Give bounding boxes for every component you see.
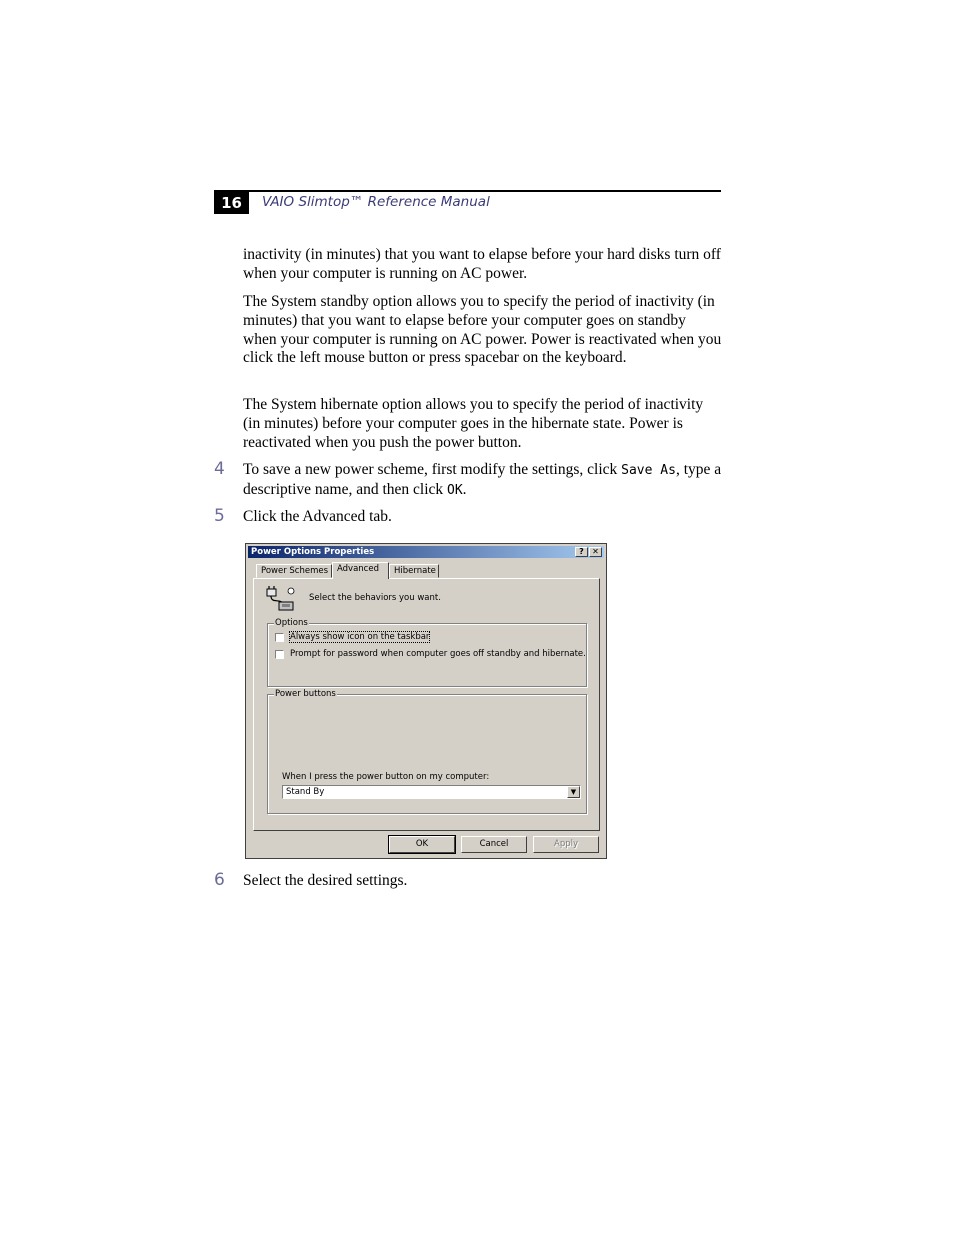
- paragraph-system-hibernate: The System hibernate option allows you to specify the period of inactivity (in minutes) before your computer goes in the hibernate state. Power is reactivated when you push the power button.: [243, 396, 704, 451]
- paragraph-hard-disks: inactivity (in minutes) that you want to elapse before your hard disks turn off when your computer is running on AC power.: [243, 246, 721, 282]
- paragraph-system-standby: The System standby option allows you to specify the period of inactivity (in minutes) that you want to elapse before your computer goes on standby when your computer is running on AC power. Power is reactivated when you click the left mouse button or press spacebar on the keyboard.: [243, 293, 722, 367]
- apply-button[interactable]: Apply: [533, 836, 599, 853]
- dialog-titlebar: [248, 546, 604, 558]
- step-number-6: 6: [214, 870, 225, 890]
- behaviors-intro: Select the behaviors you want.: [309, 593, 441, 603]
- password-prompt-label[interactable]: Prompt for password when computer goes off standby and hibernate.: [290, 649, 586, 659]
- power-options-dialog: [245, 543, 607, 859]
- ok-ui-label: OK: [447, 482, 463, 498]
- power-plug-icon: [265, 586, 297, 612]
- chevron-down-icon[interactable]: ▼: [567, 786, 580, 798]
- options-group: [267, 618, 587, 687]
- step-4-text-b: , type a descriptive name, and then click: [243, 461, 722, 498]
- advanced-tab-panel: [253, 578, 600, 831]
- tab-power-schemes[interactable]: Power Schemes: [256, 564, 332, 578]
- save-as-ui-label: Save As: [621, 463, 676, 478]
- help-button[interactable]: ?: [575, 547, 588, 557]
- step-5-text: Click the Advanced tab.: [243, 508, 392, 525]
- step-4-text: [243, 461, 723, 501]
- step-4-text-c: .: [462, 480, 467, 498]
- running-title: VAIO Slimtop™ Reference Manual: [262, 194, 490, 210]
- power-button-action-value: Stand By: [286, 787, 325, 797]
- header-rule: [214, 190, 721, 192]
- page-number: 16: [214, 192, 249, 214]
- power-buttons-group-label: Power buttons: [275, 689, 336, 699]
- cancel-button[interactable]: Cancel: [461, 836, 527, 853]
- power-button-prompt: When I press the power button on my computer:: [282, 772, 490, 782]
- dialog-title: Power Options Properties: [251, 547, 375, 557]
- tab-advanced[interactable]: Advanced: [332, 562, 389, 579]
- options-group-label: Options: [275, 618, 308, 628]
- taskbar-icon-checkbox[interactable]: [275, 633, 284, 642]
- step-6-text: Select the desired settings.: [243, 872, 408, 889]
- power-button-action-select[interactable]: [282, 785, 581, 799]
- step-number-5: 5: [214, 506, 225, 526]
- taskbar-icon-label[interactable]: Always show icon on the taskbar: [290, 632, 430, 642]
- step-4-text-a: To save a new power scheme, first modify the settings, click: [243, 461, 622, 478]
- tab-hibernate[interactable]: Hibernate: [389, 564, 439, 578]
- ok-button[interactable]: OK: [389, 836, 455, 853]
- step-number-4: 4: [214, 459, 225, 479]
- close-button[interactable]: ✕: [589, 547, 602, 557]
- password-prompt-checkbox[interactable]: [275, 650, 284, 659]
